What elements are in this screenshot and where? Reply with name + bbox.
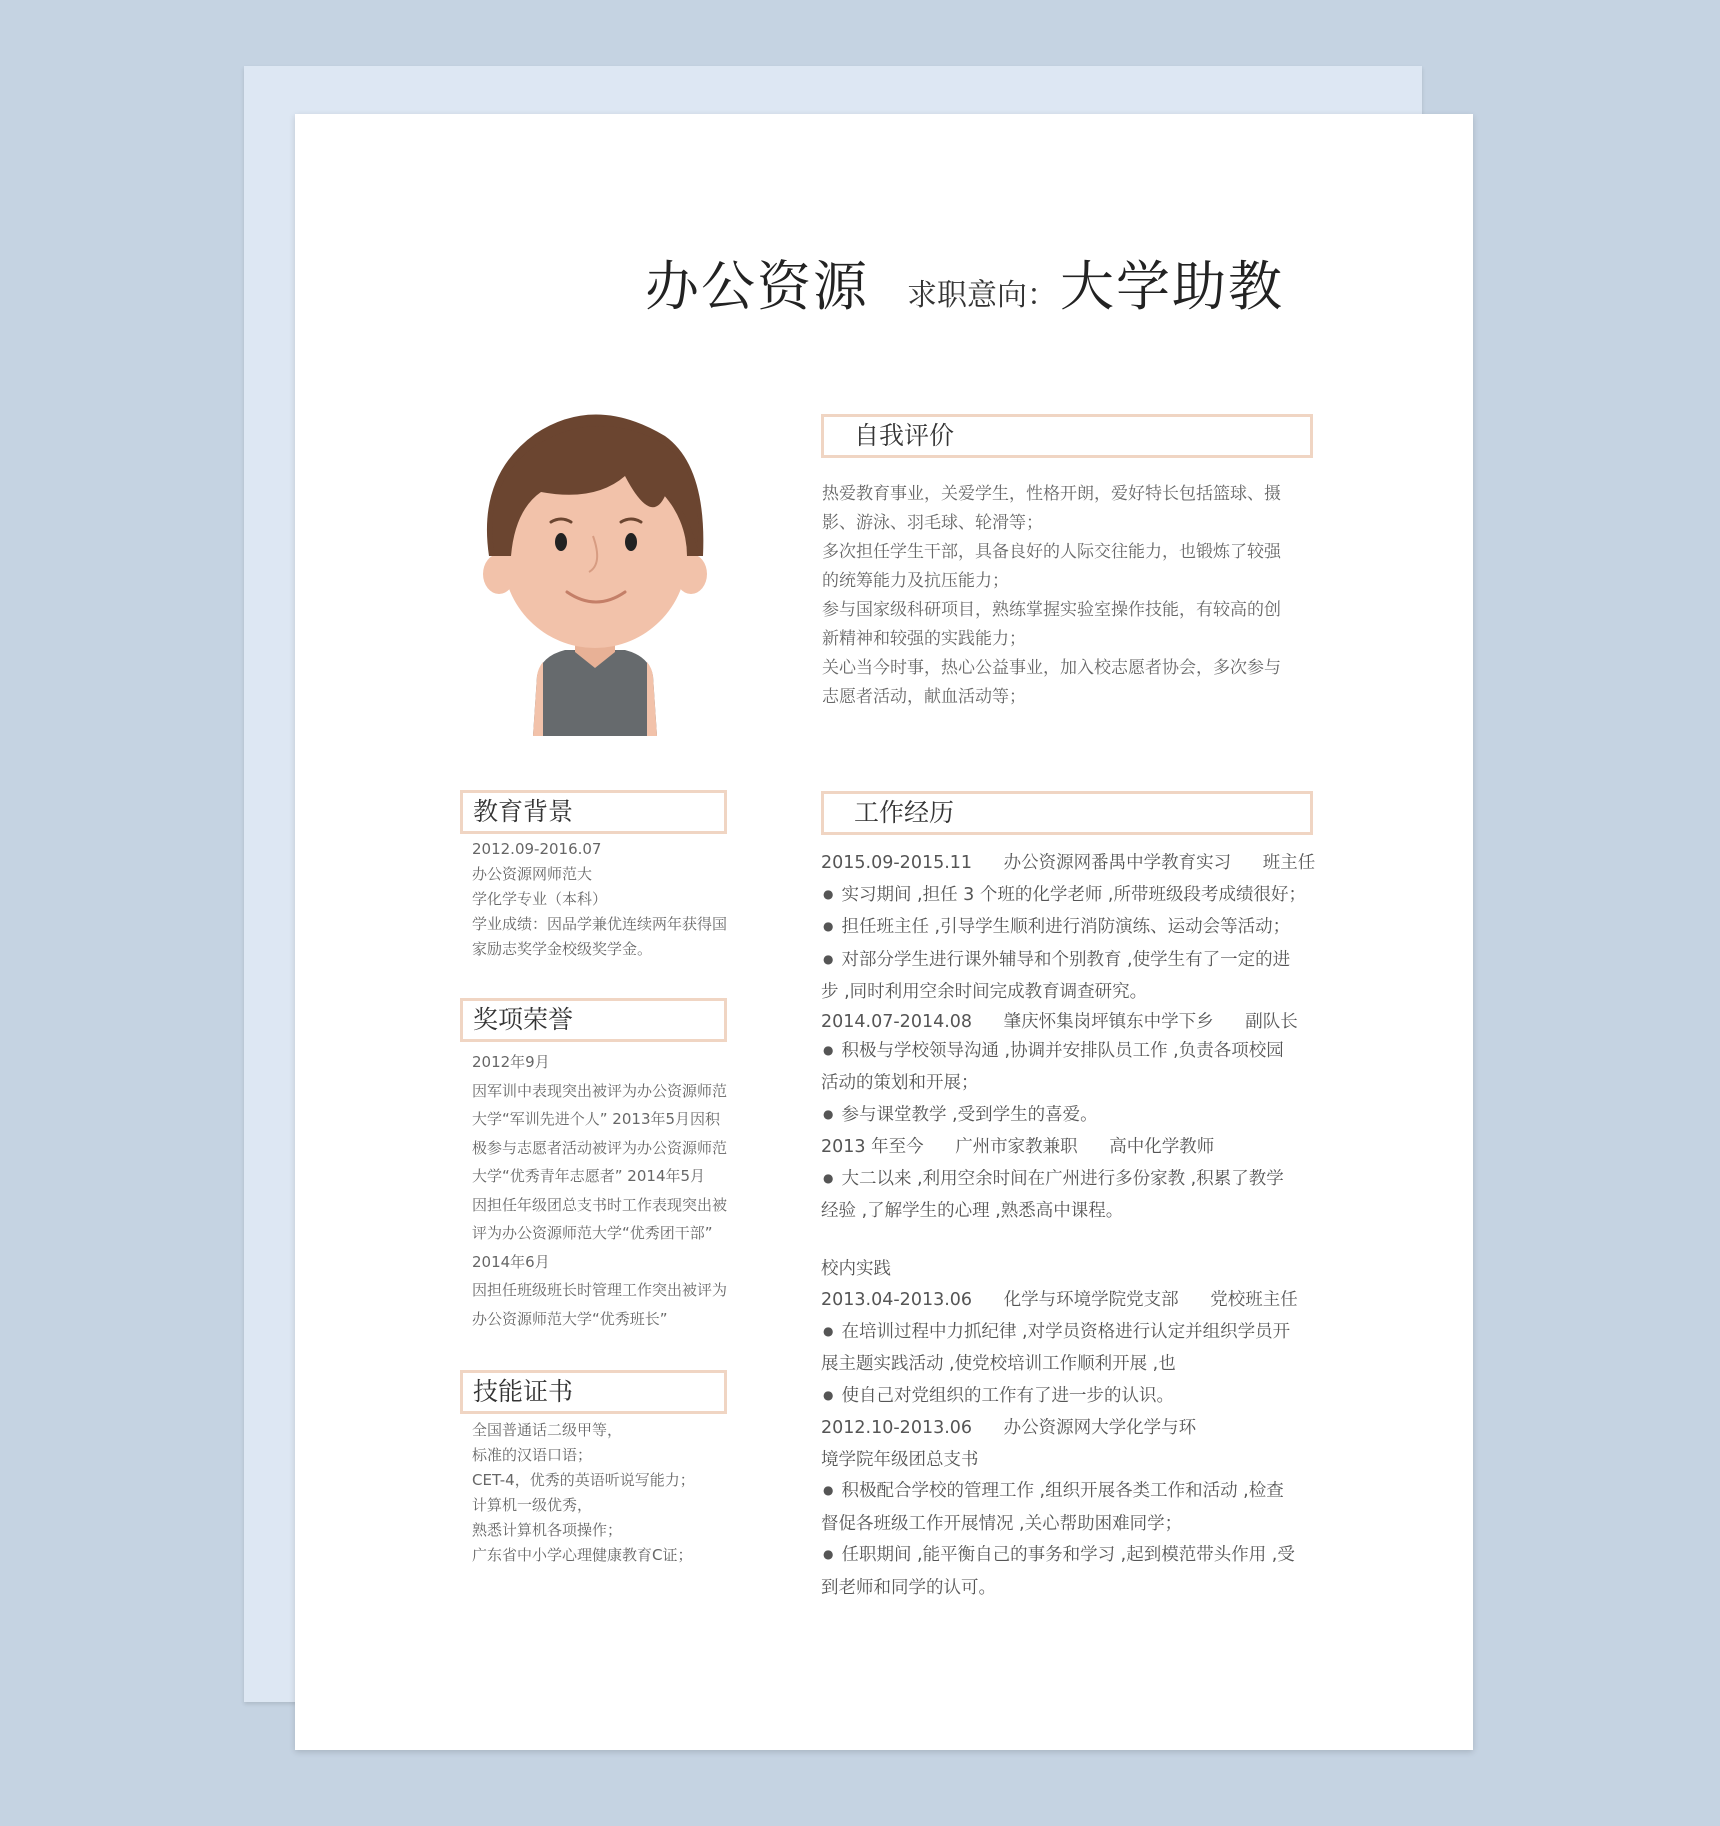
job-bullet: ● 积极与学校领导沟通 ,协调并安排队员工作 ,负责各项校园	[821, 1036, 1331, 1069]
skills-title: 技能证书	[460, 1370, 727, 1414]
job-role: 高中化学教师	[1109, 1137, 1215, 1157]
skills-line: CET-4，优秀的英语听说写能力；	[472, 1471, 695, 1489]
work-section	[821, 848, 1331, 1604]
work-title: 工作经历	[821, 791, 1313, 835]
job-bullet: ● 任职期间 ,能平衡自己的事务和学习 ,起到模范带头作用 ,受	[821, 1540, 1331, 1573]
job-bullet: ● 参与课堂教学 ,受到学生的喜爱。	[821, 1100, 1331, 1133]
job-bullet: ● 对部分学生进行课外辅导和个别教育 ,使学生有了一定的进	[821, 945, 1331, 978]
job-bullet-cont: 督促各班级工作开展情况 ,关心帮助困难同学；	[821, 1513, 1183, 1534]
job-role: 副队长	[1245, 1011, 1298, 1032]
job-bullet: ● 使自己对党组织的工作有了进一步的认识。	[821, 1381, 1331, 1414]
skills-text	[472, 1418, 742, 1568]
job-role: 党校班主任	[1210, 1290, 1298, 1310]
applicant-name: 办公资源	[645, 255, 869, 318]
self-eval-title: 自我评价	[821, 414, 1313, 458]
job-bullet: ● 积极配合学校的管理工作 ,组织开展各类工作和活动 ,检查	[821, 1476, 1331, 1509]
self-eval-line: 参与国家级科研项目，熟练掌握实验室操作技能，有较高的创	[822, 600, 1281, 620]
job-org-cont: 境学院年级团总支书	[821, 1449, 979, 1470]
education-line: 家励志奖学金校级奖学金。	[472, 940, 653, 958]
awards-line: 评为办公资源师范大学“优秀团干部”	[472, 1224, 713, 1242]
job-header	[821, 1285, 1331, 1317]
education-line: 办公资源网师范大	[472, 865, 593, 883]
job-bullet: ● 担任班主任 ,引导学生顺利进行消防演练、运动会等活动；	[821, 912, 1331, 945]
education-text	[472, 837, 742, 962]
job-period: 2012.10-2013.06	[821, 1418, 973, 1438]
awards-line: 2014年6月	[472, 1252, 550, 1271]
education-line: 学化学专业（本科）	[472, 890, 608, 908]
skills-line: 计算机一级优秀，	[472, 1496, 593, 1514]
job-bullet-cont: 到老师和同学的认可。	[821, 1577, 996, 1598]
education-line: 学业成绩：因品学兼优连续两年获得国	[472, 915, 728, 933]
job-org: 办公资源网番禺中学教育实习	[1003, 853, 1232, 873]
skills-line: 标准的汉语口语；	[472, 1446, 593, 1464]
job-role: 班主任	[1262, 853, 1316, 873]
job-bullet-cont: 活动的策划和开展；	[821, 1073, 979, 1093]
job-bullet-cont: 经验 ,了解学生的心理 ,熟悉高中课程。	[821, 1201, 1124, 1221]
education-title: 教育背景	[460, 790, 727, 834]
awards-line: 大学“优秀青年志愿者” 2014年5月	[472, 1167, 706, 1185]
awards-line: 极参与志愿者活动被评为办公资源师范	[472, 1138, 728, 1157]
self-eval-line: 多次担任学生干部，具备良好的人际交往能力，也锻炼了较强	[822, 542, 1281, 562]
awards-line: 因担任年级团总支书时工作表现突出被	[472, 1195, 728, 1214]
job-period: 2013.04-2013.06	[821, 1290, 973, 1310]
skills-line: 全国普通话二级甲等，	[472, 1421, 623, 1439]
job-bullet: ● 大二以来 ,利用空余时间在广州进行多份家教 ,积累了教学	[821, 1164, 1331, 1197]
awards-line: 办公资源师范大学“优秀班长”	[472, 1309, 668, 1328]
self-eval-line: 热爱教育事业，关爱学生，性格开朗，爱好特长包括篮球、摄	[822, 484, 1281, 504]
job-header	[821, 1413, 1331, 1445]
resume-page	[295, 114, 1473, 1750]
awards-title: 奖项荣誉	[460, 998, 727, 1042]
job-bullet: ● 在培训过程中力抓纪律 ,对学员资格进行认定并组织学员开	[821, 1317, 1331, 1350]
awards-line: 因军训中表现突出被评为办公资源师范	[472, 1081, 728, 1100]
job-org: 肇庆怀集岗坪镇东中学下乡	[1003, 1011, 1214, 1032]
job-bullet-cont: 展主题实践活动 ,使党校培训工作顺利开展 ,也	[821, 1354, 1176, 1374]
awards-line: 2012年9月	[472, 1053, 550, 1071]
campus-practice-label: 校内实践	[821, 1258, 891, 1279]
job-org: 办公资源网大学化学与环	[1003, 1418, 1197, 1438]
job-org: 化学与环境学院党支部	[1003, 1290, 1179, 1310]
self-eval-line: 新精神和较强的实践能力；	[822, 629, 1026, 649]
job-bullet-cont: 步 ,同时利用空余时间完成教育调查研究。	[821, 982, 1148, 1002]
job-bullet: ● 实习期间 ,担任 3 个班的化学老师 ,所带班级段考成绩很好；	[821, 880, 1331, 913]
skills-line: 熟悉计算机各项操作；	[472, 1521, 623, 1539]
self-eval-line: 志愿者活动，献血活动等；	[822, 687, 1026, 707]
job-period: 2015.09-2015.11	[821, 853, 973, 873]
job-header	[821, 1009, 1331, 1036]
header	[295, 244, 1473, 324]
job-intent-label: 求职意向：	[907, 278, 1057, 313]
self-eval-line: 关心当今时事，热心公益事业，加入校志愿者协会，多次参与	[822, 658, 1281, 678]
awards-text	[472, 1048, 742, 1333]
skills-line: 广东省中小学心理健康教育C证；	[472, 1546, 693, 1564]
awards-line: 大学“军训先进个人” 2013年5月因积	[472, 1110, 721, 1128]
self-eval-text	[822, 480, 1322, 712]
job-period: 2014.07-2014.08	[821, 1011, 973, 1032]
job-org: 广州市家教兼职	[955, 1137, 1078, 1157]
awards-line: 因担任班级班长时管理工作突出被评为	[472, 1281, 728, 1299]
job-intent-value: 大学助教	[1060, 255, 1284, 318]
job-header	[821, 848, 1331, 880]
self-eval-line: 影、游泳、羽毛球、轮滑等；	[822, 513, 1043, 533]
job-period: 2013 年至今	[821, 1137, 924, 1157]
job-header	[821, 1132, 1331, 1164]
cartoon-boy-avatar-icon	[475, 406, 715, 736]
self-eval-line: 的统筹能力及抗压能力；	[822, 571, 1009, 591]
education-line: 2012.09-2016.07	[472, 840, 602, 858]
